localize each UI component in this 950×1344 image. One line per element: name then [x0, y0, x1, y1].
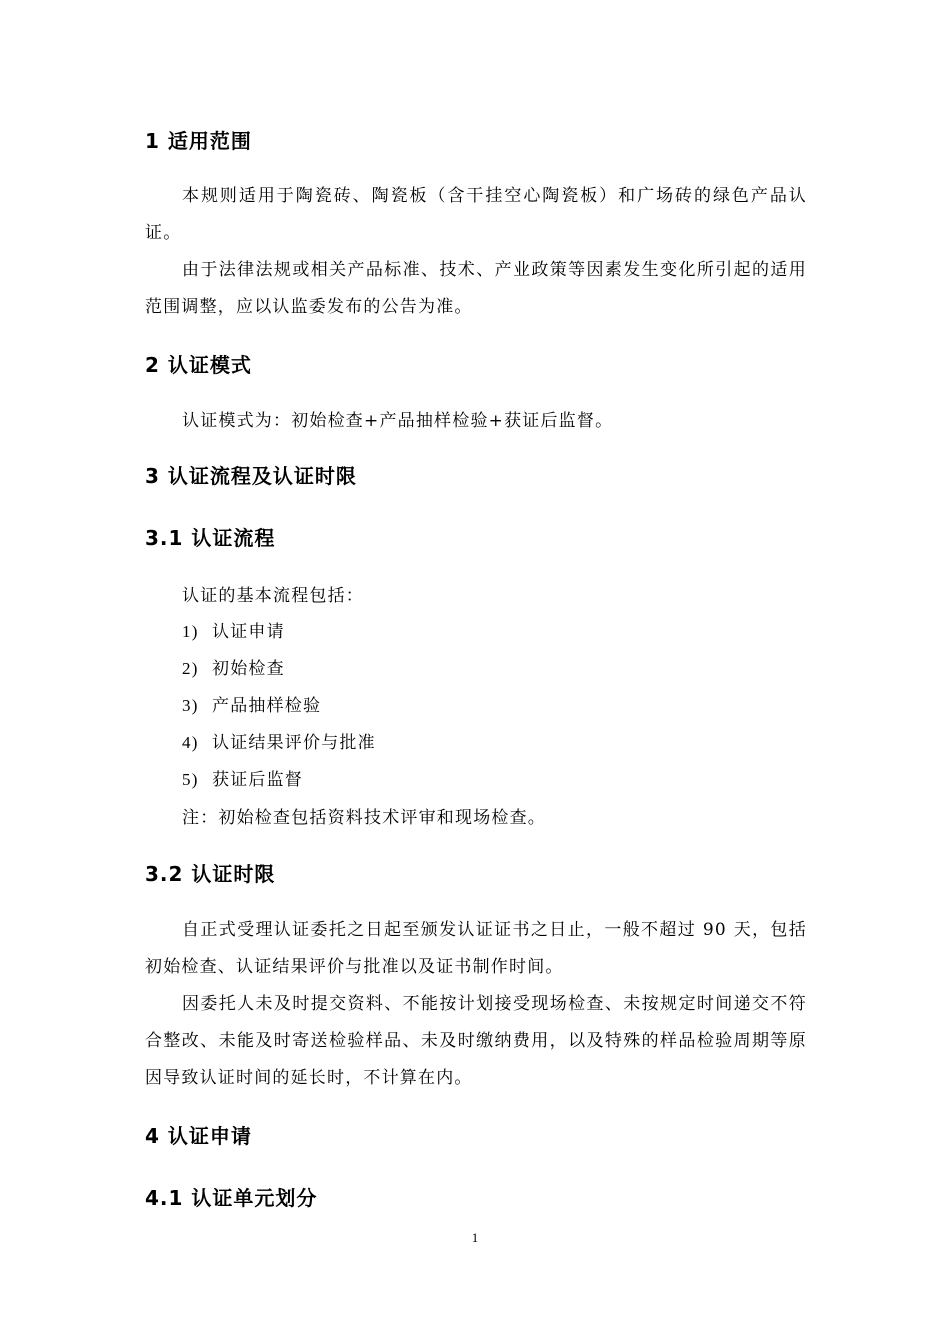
heading-application: 4 认证申请 — [145, 1124, 252, 1148]
list-item-number: 4) — [182, 733, 199, 752]
list-item-text: 产品抽样检验 — [212, 696, 322, 716]
heading-process-and-time: 3 认证流程及认证时限 — [145, 464, 357, 488]
list-item-number: 2) — [182, 659, 199, 678]
list-item — [182, 657, 285, 681]
list-item-text: 认证结果评价与批准 — [212, 733, 376, 753]
list-item-number: 5) — [182, 770, 199, 789]
heading-scope: 1 适用范围 — [145, 129, 252, 153]
paragraph-scope-1: 本规则适用于陶瓷砖、陶瓷板（含干挂空心陶瓷板）和广场砖的绿色产品认证。 — [145, 186, 807, 243]
list-item — [182, 694, 321, 718]
heading-process: 3.1 认证流程 — [145, 526, 276, 550]
paragraph-cert-mode: 认证模式为：初始检查+产品抽样检验+获证后监督。 — [182, 411, 614, 431]
paragraph-scope-2: 由于法律法规或相关产品标准、技术、产业政策等因素发生变化所引起的适用范围调整，应以认监委发布的公告为准。 — [145, 260, 807, 317]
process-intro: 认证的基本流程包括： — [182, 586, 364, 606]
heading-unit-division: 4.1 认证单元划分 — [145, 1186, 318, 1210]
list-item-number: 1) — [182, 622, 199, 641]
list-item-text: 初始检查 — [212, 659, 285, 679]
list-item-text: 认证申请 — [212, 622, 285, 642]
page-number: 1 — [471, 1230, 479, 1245]
list-item-number: 3) — [182, 696, 199, 715]
list-item-text: 获证后监督 — [212, 770, 303, 790]
list-item — [182, 731, 376, 755]
paragraph-time-limit-2: 因委托人未及时提交资料、不能按计划接受现场检查、未按规定时间递交不符合整改、未能及时寄送检验样品、未及时缴纳费用，以及特殊的样品检验周期等原因导致认证时间的延长时，不计算在内。 — [145, 994, 807, 1088]
list-item — [182, 620, 285, 644]
heading-time-limit: 3.2 认证时限 — [145, 862, 276, 886]
paragraph-time-limit-1: 自正式受理认证委托之日起至颁发认证证书之日止，一般不超过 90 天，包括初始检查、认证结果评价与批准以及证书制作时间。 — [145, 920, 807, 977]
process-note: 注：初始检查包括资料技术评审和现场检查。 — [182, 808, 546, 828]
list-item — [182, 768, 303, 792]
heading-cert-mode: 2 认证模式 — [145, 353, 252, 377]
